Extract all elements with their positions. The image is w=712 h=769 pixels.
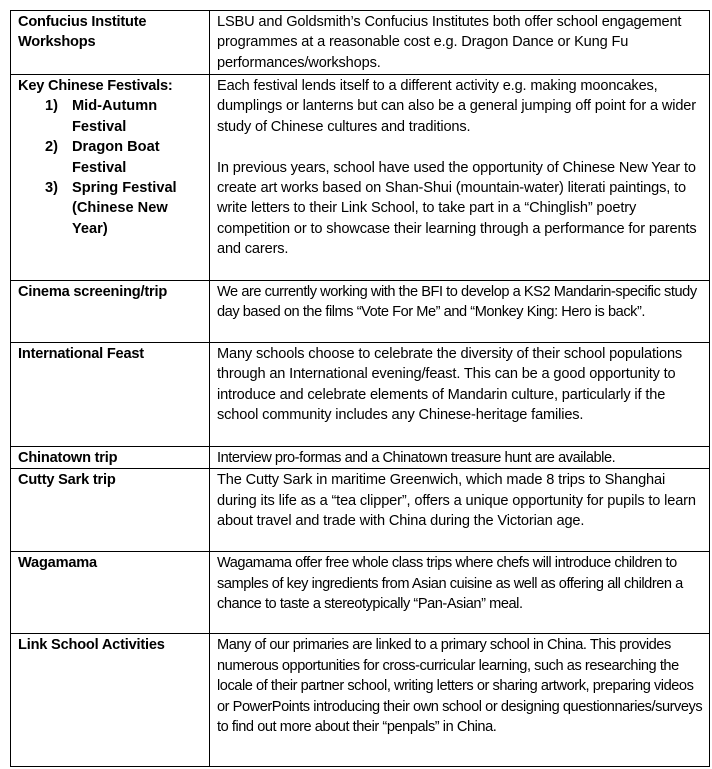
- table-row: [11, 447, 710, 469]
- row-description: We are currently working with the BFI to develop a KS2 Mandarin-specific study day based on the films “Vote For Me” and “Monkey King: Hero is back”.: [209, 281, 709, 343]
- row-label: Cutty Sark trip: [11, 469, 210, 552]
- table-row: [11, 281, 710, 343]
- row-label-cell: [11, 75, 210, 281]
- row-label: Key Chinese Festivals:: [18, 78, 173, 94]
- row-description: Many schools choose to celebrate the diversity of their school populations through an International evening/feast. This can be a good opportunity to introduce and celebrate elements of Mandarin culture, particularly if the school community includes any Chinese-heritage families.: [209, 343, 709, 447]
- festival-item: [18, 137, 203, 178]
- row-label: International Feast: [11, 343, 210, 447]
- table-row: [11, 552, 710, 634]
- festival-name: Spring Festival (Chinese New Year): [72, 180, 177, 237]
- row-label: Wagamama: [11, 552, 210, 634]
- table-row: [11, 11, 710, 75]
- row-label: Chinatown trip: [11, 447, 210, 469]
- row-label: Confucius Institute Workshops: [11, 11, 210, 75]
- row-description: Interview pro-formas and a Chinatown treasure hunt are available.: [209, 447, 709, 469]
- table-row: [11, 343, 710, 447]
- festival-list: [18, 96, 203, 239]
- row-description: Many of our primaries are linked to a primary school in China. This provides numerous opportunities for cross-curricular learning, such as researching the locale of their partner school, writing letters or sharing artwork, preparing videos or PowerPoints introducing their own school or designing questionnaries/surveys to find out more about their “penpals” in China.: [209, 634, 709, 767]
- row-label: Cinema screening/trip: [11, 281, 210, 343]
- festival-item: [18, 178, 203, 239]
- festival-number: 2): [45, 139, 58, 156]
- festival-item: [18, 96, 203, 137]
- activities-table: [10, 10, 710, 767]
- row-label: Link School Activities: [11, 634, 210, 767]
- paragraph-spacer: [217, 137, 703, 157]
- festival-number: 1): [45, 98, 58, 115]
- table-row: [11, 469, 710, 552]
- row-description: The Cutty Sark in maritime Greenwich, which made 8 trips to Shanghai during its life as a “tea clipper”, offers a unique opportunity for pupils to learn about travel and trade with China during the Victorian age.: [209, 469, 709, 552]
- table-row: [11, 634, 710, 767]
- festival-name: Mid-Autumn Festival: [72, 98, 158, 135]
- row-description: Wagamama offer free whole class trips where chefs will introduce children to samples of key ingredients from Asian cuisine as well as offering all children a chance to taste a stereotypically “Pan-Asian” meal.: [209, 552, 709, 634]
- festival-number: 3): [45, 180, 58, 197]
- row-description-2: In previous years, school have used the opportunity of Chinese New Year to create art works based on Shan-Shui (mountain-water) literati paintings, to write letters to their Link School, to take part in a “Chinglish” poetry competition or to showcase their learning through a performance for parents and carers.: [216, 159, 697, 258]
- festival-name: Dragon Boat Festival: [72, 139, 160, 176]
- row-description: Each festival lends itself to a different activity e.g. making mooncakes, dumplings or lanterns but can also be a general jumping off point for a wider study of Chinese cultures and traditions.: [216, 78, 696, 135]
- row-description-cell: [209, 75, 709, 281]
- row-description: LSBU and Goldsmith’s Confucius Institutes both offer school engagement programmes at a reasonable cost e.g. Dragon Dance or Kung Fu performances/workshops.: [209, 11, 709, 75]
- table-row: [11, 75, 710, 281]
